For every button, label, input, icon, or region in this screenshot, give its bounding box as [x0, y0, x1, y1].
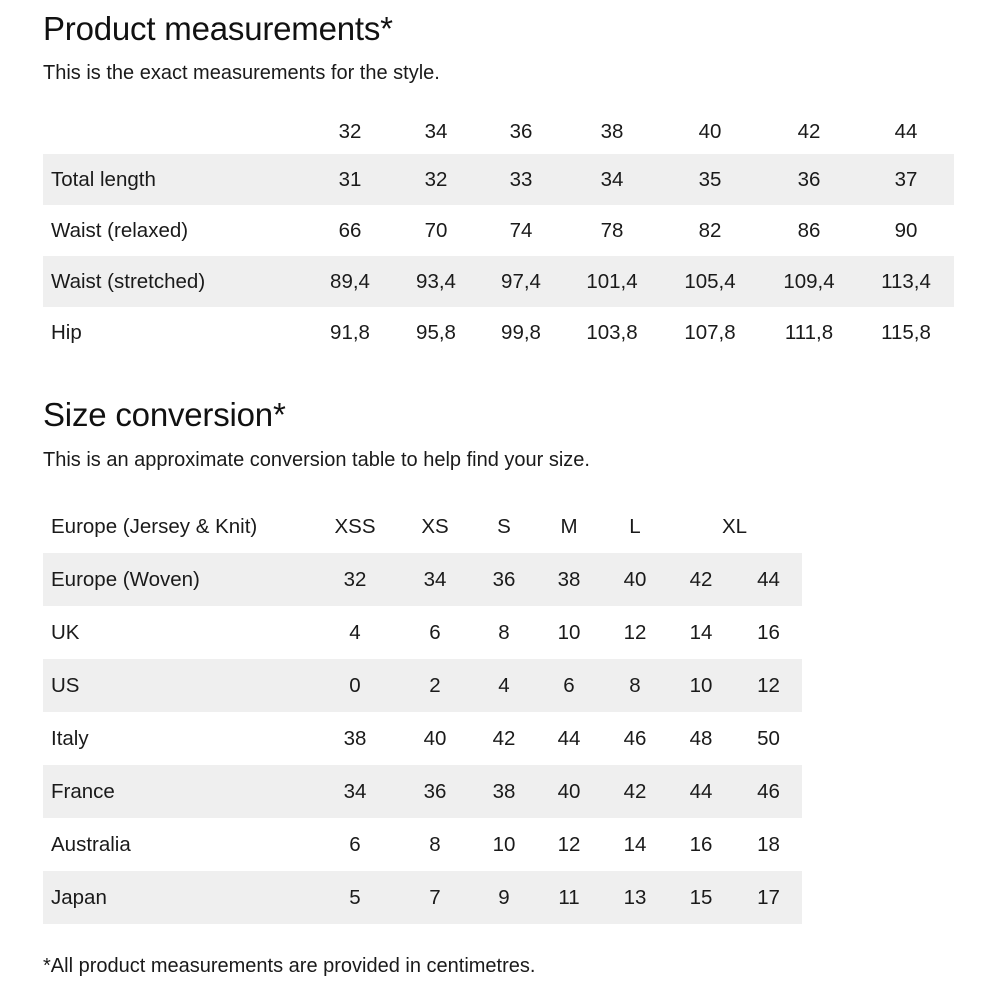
size-header: 36 — [509, 119, 533, 143]
table-cell: 113,4 — [858, 256, 954, 307]
table-cell: 105,4 — [660, 256, 760, 307]
row-label: Japan — [43, 871, 313, 924]
table-row — [43, 205, 954, 256]
table-cell: 7 — [397, 871, 473, 924]
conversion-title: Size conversion* — [43, 396, 286, 433]
table-row — [43, 553, 802, 606]
row-label: Total length — [43, 154, 306, 205]
table-cell: 6 — [535, 659, 603, 712]
table-cell: 50 — [757, 726, 780, 750]
row-label: Italy — [51, 726, 89, 750]
conversion-header-row — [43, 500, 802, 553]
table-row — [43, 765, 802, 818]
measurements-header-empty — [43, 109, 306, 154]
table-cell: 14 — [689, 620, 713, 644]
measurements-title: Product measurements* — [43, 10, 393, 47]
table-cell: 35 — [660, 154, 760, 205]
row-label: Hip — [51, 320, 82, 344]
table-cell: 44 — [735, 553, 802, 606]
table-cell: 115,8 — [881, 320, 931, 344]
row-label: Waist (stretched) — [43, 256, 306, 307]
size-header: 38 — [600, 119, 624, 143]
table-cell: 99,8 — [501, 320, 541, 344]
table-cell: 90 — [894, 218, 918, 242]
table-cell: 32 — [313, 553, 397, 606]
table-cell: 40 — [535, 765, 603, 818]
table-cell: 42 — [667, 553, 735, 606]
table-cell: 12 — [735, 659, 802, 712]
table-cell: 46 — [623, 726, 647, 750]
table-row — [43, 712, 802, 765]
table-cell: 5 — [313, 871, 397, 924]
row-label: Australia — [51, 832, 131, 856]
table-cell: 15 — [667, 871, 735, 924]
table-cell: 4 — [349, 620, 361, 644]
table-cell: 70 — [424, 218, 448, 242]
table-cell: 38 — [535, 553, 603, 606]
table-cell: 34 — [564, 154, 660, 205]
table-cell: 95,8 — [416, 320, 456, 344]
table-cell: 111,8 — [784, 320, 834, 344]
table-cell: 9 — [473, 871, 535, 924]
table-cell: 42 — [603, 765, 667, 818]
table-cell: 8 — [429, 832, 441, 856]
table-cell: 16 — [757, 620, 780, 644]
table-cell: 78 — [600, 218, 624, 242]
table-cell: 66 — [338, 218, 362, 242]
row-label: Europe (Woven) — [43, 553, 313, 606]
conversion-table — [43, 500, 802, 924]
table-row — [43, 307, 954, 358]
table-cell: 34 — [313, 765, 397, 818]
table-row — [43, 659, 802, 712]
table-cell: 91,8 — [330, 320, 370, 344]
row-label: France — [43, 765, 313, 818]
measurements-subtitle: This is the exact measurements for the style. — [43, 62, 440, 84]
table-cell: 38 — [343, 726, 367, 750]
table-cell: 109,4 — [760, 256, 858, 307]
measurements-table — [43, 109, 954, 358]
table-cell: 2 — [397, 659, 473, 712]
table-cell: 12 — [557, 832, 581, 856]
table-row — [43, 154, 954, 205]
table-cell: 8 — [603, 659, 667, 712]
table-cell: 44 — [667, 765, 735, 818]
table-cell: 10 — [557, 620, 581, 644]
row-label: UK — [51, 620, 80, 644]
table-cell: 48 — [689, 726, 713, 750]
table-cell: 89,4 — [306, 256, 394, 307]
table-cell: 107,8 — [684, 320, 736, 344]
table-cell: 86 — [797, 218, 821, 242]
table-cell: 46 — [735, 765, 802, 818]
size-header: XS — [421, 514, 449, 538]
table-cell: 103,8 — [586, 320, 638, 344]
table-cell: 10 — [667, 659, 735, 712]
table-cell: 101,4 — [564, 256, 660, 307]
measurements-header-row — [43, 109, 954, 154]
table-cell: 13 — [603, 871, 667, 924]
conversion-subtitle: This is an approximate conversion table to help find your size. — [43, 449, 590, 471]
table-cell: 82 — [698, 218, 722, 242]
table-row — [43, 606, 802, 659]
table-cell: 38 — [473, 765, 535, 818]
table-cell: 6 — [349, 832, 361, 856]
table-row — [43, 256, 954, 307]
table-cell: 17 — [735, 871, 802, 924]
table-cell: 18 — [757, 832, 780, 856]
table-cell: 11 — [535, 871, 603, 924]
table-row — [43, 818, 802, 871]
table-cell: 40 — [423, 726, 447, 750]
size-header: S — [497, 514, 511, 538]
size-header: 40 — [698, 119, 722, 143]
table-cell: 33 — [478, 154, 564, 205]
size-header: XSS — [334, 514, 376, 538]
table-cell: 36 — [397, 765, 473, 818]
table-cell: 6 — [429, 620, 441, 644]
table-cell: 12 — [623, 620, 647, 644]
footnote: *All product measurements are provided in centimetres. — [43, 955, 536, 977]
size-header: M — [560, 514, 578, 538]
table-cell: 0 — [313, 659, 397, 712]
size-header: 44 — [894, 119, 918, 143]
table-cell: 16 — [689, 832, 713, 856]
table-cell: 37 — [858, 154, 954, 205]
table-cell: 40 — [603, 553, 667, 606]
table-cell: 34 — [397, 553, 473, 606]
size-header: 32 — [338, 119, 362, 143]
table-cell: 93,4 — [394, 256, 478, 307]
table-cell: 44 — [557, 726, 581, 750]
row-label: US — [43, 659, 313, 712]
table-cell: 36 — [760, 154, 858, 205]
table-cell: 32 — [394, 154, 478, 205]
table-cell: 42 — [492, 726, 516, 750]
table-cell: 97,4 — [478, 256, 564, 307]
row-label: Waist (relaxed) — [51, 218, 189, 242]
table-row — [43, 871, 802, 924]
size-header: XL — [721, 514, 748, 538]
size-header: 42 — [797, 119, 821, 143]
size-header: 34 — [424, 119, 448, 143]
row-label: Europe (Jersey & Knit) — [51, 514, 258, 538]
table-cell: 8 — [498, 620, 510, 644]
table-cell: 4 — [473, 659, 535, 712]
table-cell: 10 — [492, 832, 516, 856]
table-cell: 14 — [623, 832, 647, 856]
table-cell: 74 — [509, 218, 533, 242]
size-header: L — [629, 514, 641, 538]
table-cell: 36 — [473, 553, 535, 606]
table-cell: 31 — [306, 154, 394, 205]
